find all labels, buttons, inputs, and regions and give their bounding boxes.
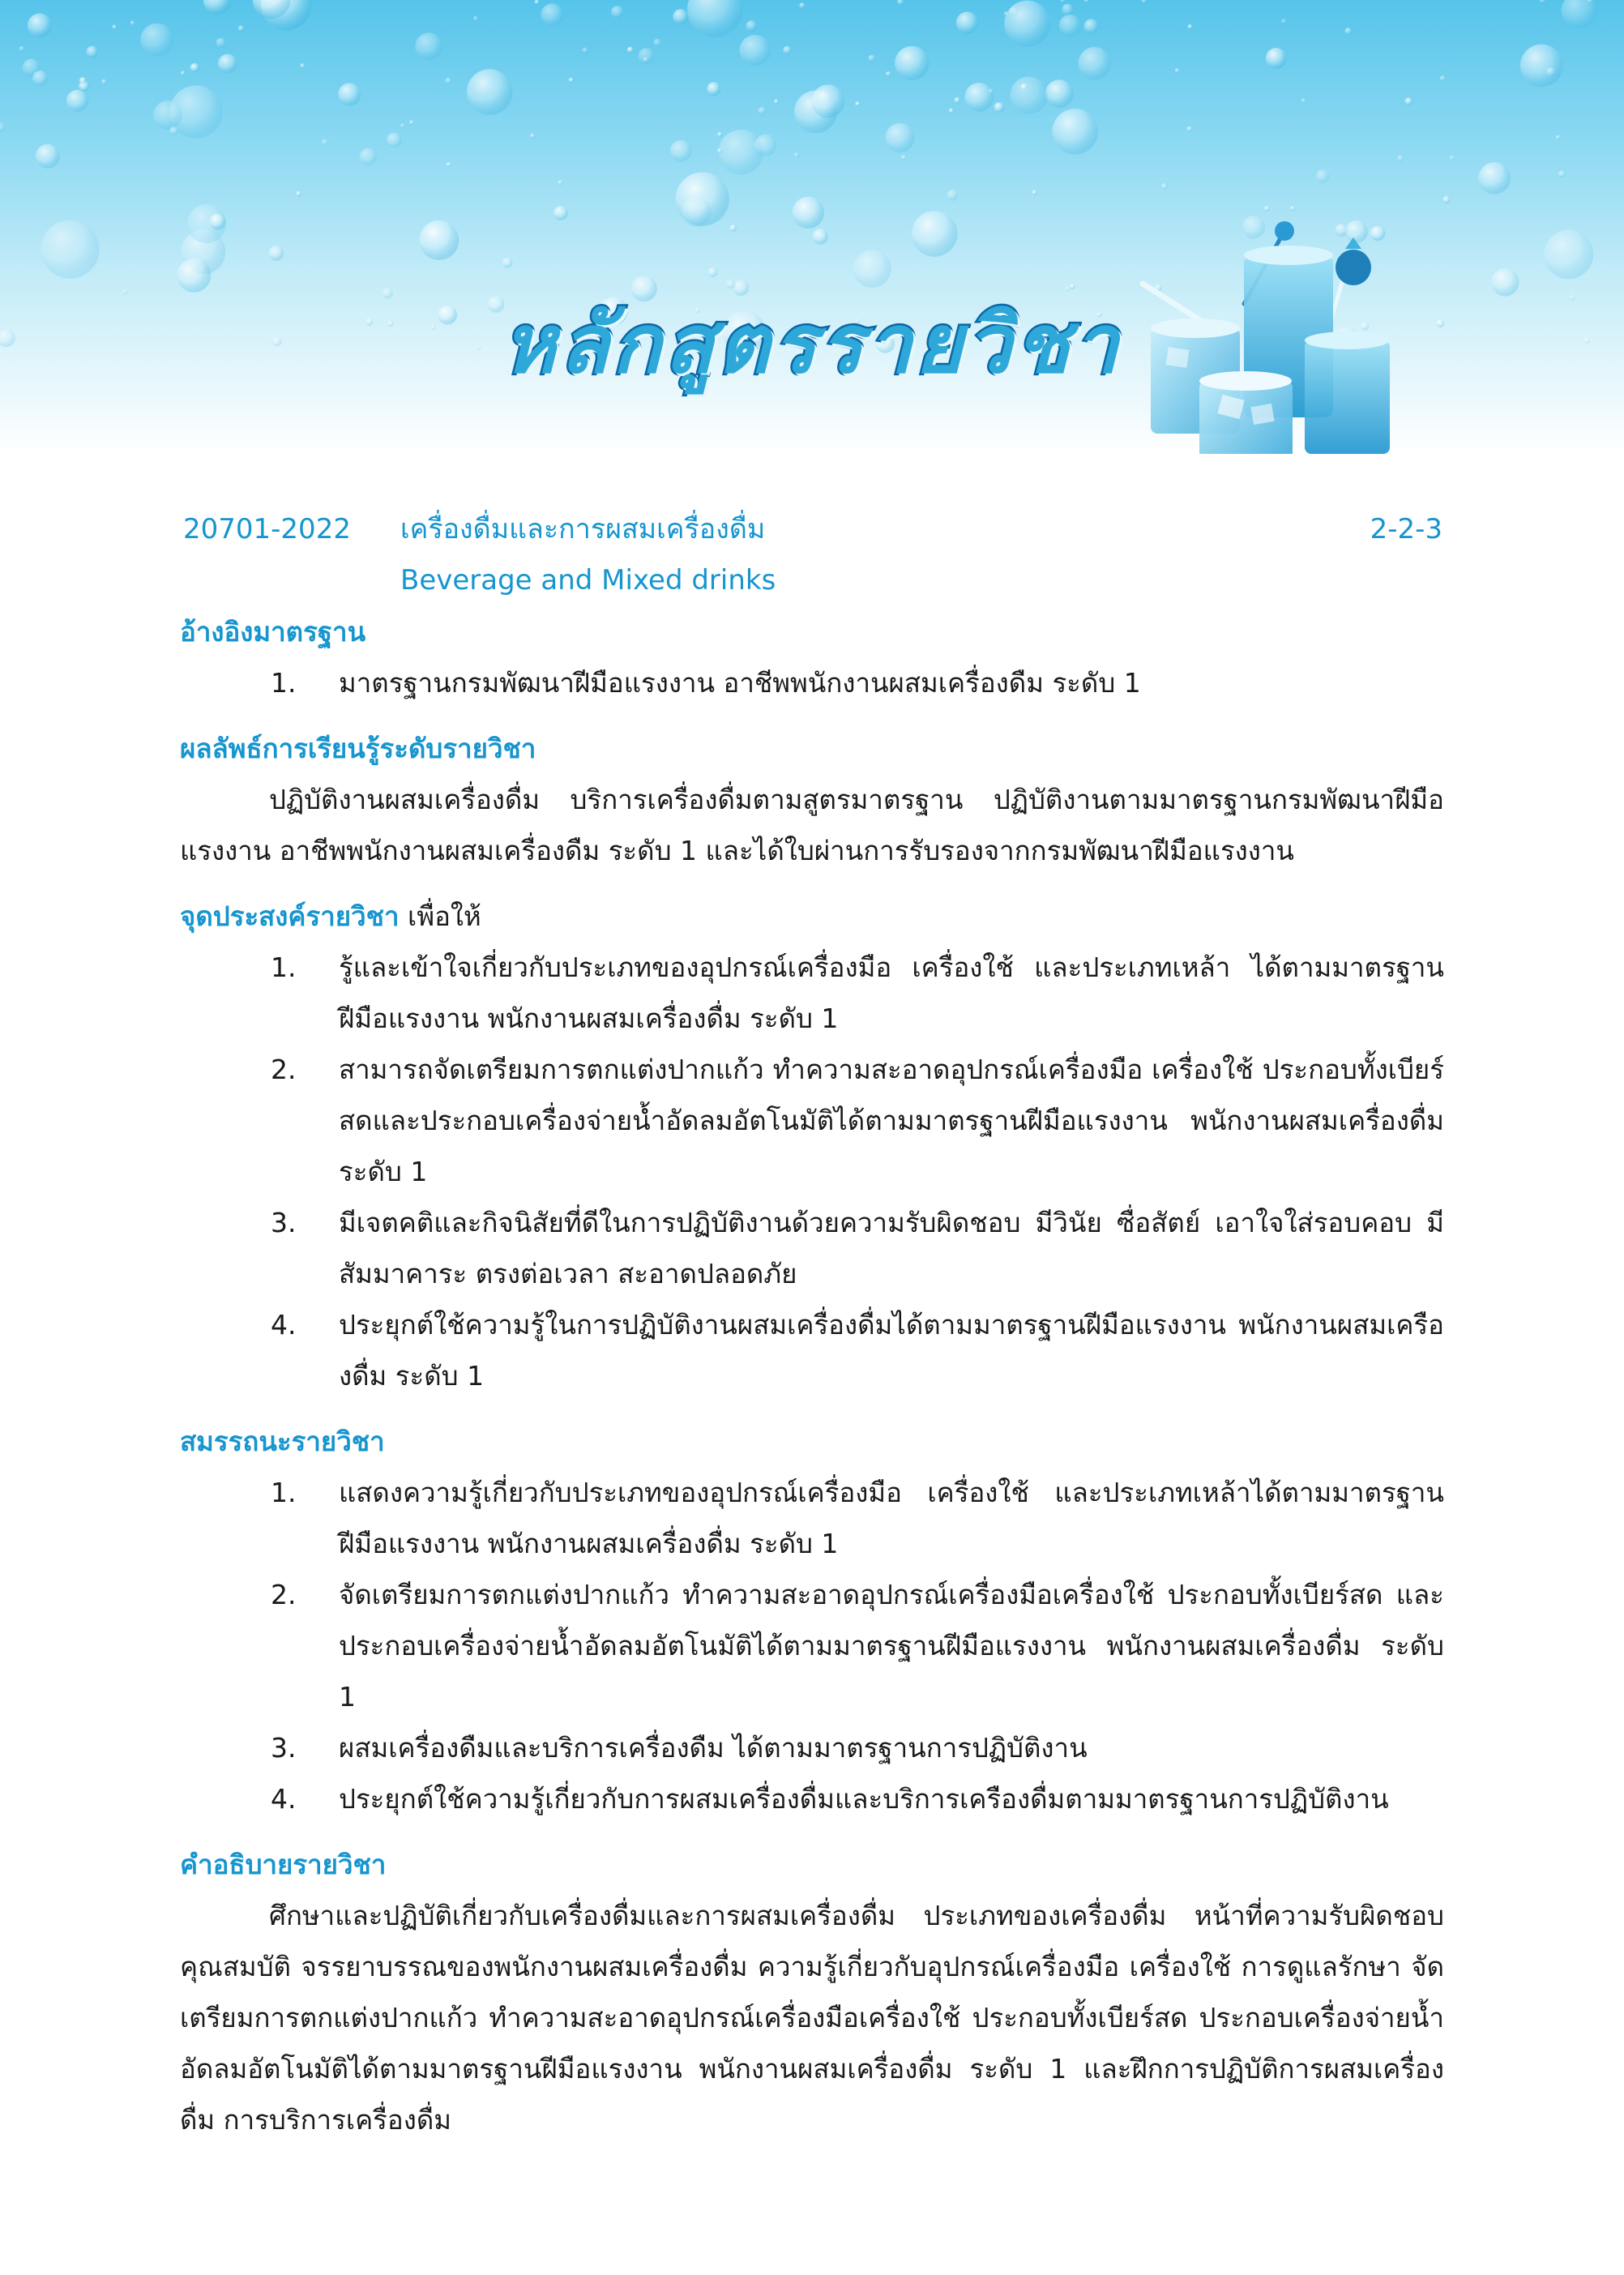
water-drop	[0, 122, 6, 133]
description-heading: คำอธิบายรายวิชา	[180, 1849, 387, 1880]
water-drop	[774, 99, 779, 104]
water-drop	[387, 133, 402, 148]
list-item	[180, 1197, 1444, 1299]
objectives-list	[180, 942, 1444, 1401]
water-drop	[502, 258, 513, 268]
list-number: 4.	[271, 1783, 297, 1815]
list-item	[180, 1044, 1444, 1197]
water-drop	[300, 63, 305, 68]
water-drop	[1301, 98, 1306, 103]
water-drop	[296, 191, 301, 197]
water-drop	[181, 71, 186, 75]
objectives-heading-suffix: เพื่อให้	[399, 900, 481, 932]
water-drop	[1558, 171, 1566, 178]
list-text: มีเจตคติและกิจนิสัยที่ดีในการปฏิบัติงานด้วยความรับผิดชอบ มีวินัย ซื่อสัตย์ เอาใจใส่รอบคอบ มีสัมมาคาระ ตรงต่อเวลา สะอาดปลอดภัย	[339, 1207, 1444, 1289]
competencies-list	[180, 1467, 1444, 1824]
water-drop	[140, 24, 173, 57]
list-item	[180, 1722, 1444, 1773]
water-drop	[19, 46, 24, 51]
water-drop	[639, 48, 655, 64]
water-drop	[895, 46, 929, 80]
water-drop	[238, 26, 244, 32]
list-text: รู้และเข้าใจเกี่ยวกับประเภทของอุปกรณ์เครื่องมือ เครื่องใช้ และประเภทเหล้า ได้ตามมาตรฐานฝีมือแรงงาน พนักงานผสมเครื่องดื่ม ระดับ 1	[339, 951, 1444, 1034]
water-drop	[467, 69, 513, 115]
water-drop	[886, 71, 891, 76]
competencies-heading: สมรรถนะรายวิชา	[180, 1426, 385, 1457]
water-drop	[210, 214, 226, 230]
water-drop	[1562, 0, 1597, 28]
water-drop	[190, 63, 199, 72]
water-drop	[1062, 4, 1073, 15]
outcomes-paragraph	[180, 774, 1444, 876]
course-document	[180, 504, 1444, 2145]
water-drop	[530, 134, 535, 139]
water-drop	[1052, 109, 1098, 155]
water-drop	[415, 32, 442, 60]
water-drop	[553, 206, 568, 220]
water-drop	[994, 102, 1005, 113]
water-drop	[1450, 156, 1455, 160]
water-drop	[1442, 196, 1450, 203]
water-drop	[885, 123, 914, 152]
water-drop	[203, 0, 231, 15]
water-drop	[627, 47, 634, 53]
water-drop	[1344, 28, 1352, 35]
water-drop	[1175, 68, 1180, 73]
water-drop	[759, 107, 767, 115]
list-text: ประยุกต์ใช้ความรู้ในการปฏิบัติงานผสมเครื่องดื่มได้ตามมาตรฐานฝีมือแรงงาน พนักงานผสมเครืองดื่ม ระดับ 1	[339, 1309, 1444, 1392]
course-name-english: Beverage and Mixed drinks	[400, 564, 776, 597]
list-item	[180, 942, 1444, 1044]
water-drop	[216, 38, 226, 48]
water-drop	[400, 123, 405, 128]
water-drop	[673, 9, 688, 24]
water-drop	[130, 20, 135, 25]
water-drop	[954, 97, 960, 104]
water-drop	[1266, 48, 1287, 69]
list-text: ประยุกต์ใช้ความรู้เกี่ยวกับการผสมเครื่องดื่มและบริการเครืองดื่มตามมาตรฐานการปฏิบัติงาน	[339, 1783, 1389, 1815]
water-drop	[1061, 0, 1066, 3]
course-code: 20701-2022	[183, 513, 351, 545]
list-text: แสดงความรู้เกี่ยวกับประเภทของอุปกรณ์เครื่องมือ เครื่องใช้ และประเภทเหล้าได้ตามมาตรฐานฝีมือแรงงาน พนักงานผสมเครื่องดื่ม ระดับ 1	[339, 1477, 1444, 1559]
description-paragraph	[180, 1890, 1444, 2145]
water-drop	[1142, 0, 1147, 3]
water-drop	[1011, 77, 1048, 114]
references-heading: อ้างอิงมาตรฐาน	[180, 616, 366, 648]
water-drop	[112, 25, 117, 30]
water-drop	[1045, 79, 1074, 108]
water-drop	[687, 0, 743, 37]
page-title: หลักสูตรรายวิชา	[502, 297, 1122, 391]
water-drop	[1316, 169, 1330, 183]
water-drop	[729, 225, 737, 232]
water-drop	[812, 229, 827, 244]
course-header-row	[180, 504, 1444, 555]
list-item	[180, 1773, 1444, 1824]
water-drop	[897, 0, 904, 5]
water-drop	[1186, 126, 1192, 132]
water-drop	[811, 84, 844, 118]
list-item	[180, 1299, 1444, 1401]
water-drop	[912, 211, 958, 257]
water-drop	[473, 16, 478, 21]
list-text: จัดเตรียมการตกแต่งปากแก้ว ทำความสะอาดอุปกรณ์เครื่องมือเครื่องใช้ ประกอบทั้งเบียร์สด และประกอบเครื่องจ่ายน้ำอัดลมอัตโนมัติได้ตามมาตรฐานฝีมือแรงงาน พนักงานผสมเครื่องดื่ม ระดับ 1	[339, 1579, 1444, 1713]
water-drop	[1161, 183, 1167, 189]
water-drop	[338, 83, 361, 106]
water-drop	[79, 77, 87, 84]
water-drop	[1079, 47, 1111, 79]
water-drop	[1084, 0, 1090, 2]
water-drop	[583, 48, 588, 53]
water-drop	[1520, 45, 1563, 88]
water-drop	[558, 180, 563, 185]
water-drop	[360, 148, 378, 166]
water-drop	[793, 197, 824, 229]
list-number: 1.	[271, 951, 297, 983]
water-drop	[445, 78, 451, 84]
water-drop	[794, 152, 799, 157]
water-drop	[1544, 230, 1593, 280]
list-text: สามารถจัดเตรียมการตกแต่งปากแก้ว ทำความสะอาดอุปกรณ์เครื่องมือ เครื่องใช้ ประกอบทั้งเบียร์สดและประกอบเครื่องจ่ายน้ำอัดลมอัตโนมัติได้ตามมาตรฐานฝีมือแรงงาน พนักงานผสมเครื่องดื่ม ระดับ 1	[339, 1054, 1444, 1187]
water-drop	[28, 14, 52, 38]
water-drop	[419, 220, 459, 260]
water-drop	[1188, 24, 1193, 29]
water-drop	[41, 220, 99, 279]
outcomes-text: ปฏิบัติงานผสมเครื่องดื่ม บริการเครื่องดื่มตามสูตรมาตรฐาน ปฏิบัติงานตามมาตรฐานกรมพัฒนาฝีมือแรงงาน อาชีพพนักงานผสมเครื่องดืม ระดับ 1 และได้ใบผ่านการรับรองจากกรมพัฒนาฝีมือแรงงาน	[180, 784, 1444, 866]
water-drop	[1084, 19, 1099, 34]
course-credit: 2-2-3	[1370, 513, 1442, 545]
water-drop	[101, 79, 107, 85]
water-drop	[964, 83, 994, 112]
list-number: 2.	[271, 1054, 297, 1085]
water-drop	[66, 90, 88, 112]
water-drop	[1397, 156, 1404, 162]
water-drop	[707, 82, 720, 96]
header-banner	[0, 0, 1624, 454]
water-drop	[447, 162, 451, 167]
water-drop	[153, 100, 182, 130]
water-drop	[268, 246, 284, 261]
water-drop	[1004, 1, 1050, 47]
water-drop	[901, 155, 906, 160]
water-drop	[569, 78, 574, 83]
list-text: มาตรฐานกรมพัฒนาฝีมือแรงงาน อาชีพพนักงานผสมเครื่องดืม ระดับ 1	[339, 667, 1141, 699]
water-drop	[719, 130, 764, 175]
water-drop	[32, 71, 48, 86]
water-drop	[783, 46, 791, 54]
list-item	[180, 657, 1444, 708]
list-item	[180, 1569, 1444, 1722]
water-drop	[1032, 190, 1036, 195]
water-drop	[740, 35, 771, 66]
list-item	[180, 1467, 1444, 1569]
water-drop	[746, 20, 758, 32]
list-number: 3.	[271, 1207, 297, 1238]
water-drop	[947, 190, 958, 201]
water-drop	[87, 46, 98, 58]
water-drop	[1059, 15, 1081, 36]
water-drop	[989, 89, 994, 94]
outcomes-heading: ผลลัพธ์การเรียนรู้ระดับรายวิชา	[180, 733, 536, 764]
cocktail-glasses-illustration	[1110, 207, 1418, 454]
water-drop	[1540, 0, 1546, 3]
objectives-heading-label: จุดประสงค์รายวิชา	[180, 900, 400, 932]
course-name-thai: เครื่องดื่มและการผสมเครื่องดื่ม	[400, 513, 766, 545]
objectives-heading	[180, 891, 1444, 942]
description-text: ศึกษาและปฏิบัติเกี่ยวกับเครื่องดื่มและการผสมเครื่องดื่ม ประเภทของเครื่องดื่ม หน้าที่ความรับผิดชอบ คุณสมบัติ จรรยาบรรณของพนักงานผสมเครื่องดื่ม ความรู้เกี่ยวกับอุปกรณ์เครื่องมือ เครื่องใช้ การดูแลรักษา จัดเตรียมการตกแต่งปากแก้ว ทำความสะอาดอุปกรณ์เครื่องมือเครื่องใช้ ประกอบทั้งเบียร์สด ประกอบเครื่องจ่ายน้ำอัดลมอัตโนมัติได้ตามมาตรฐานฝีมือแรงงาน พนักงานผสมเครื่องดื่ม ระดับ 1 และฝึกการปฏิบัติการผสมเครื่องดื่ม การบริการเครื่องดื่ม	[180, 1900, 1444, 2136]
water-drop	[1281, 19, 1286, 24]
list-number: 1.	[271, 667, 297, 699]
list-number: 1.	[271, 1477, 297, 1508]
list-number: 2.	[271, 1579, 297, 1610]
water-drop	[218, 54, 237, 74]
water-drop	[1440, 75, 1446, 81]
water-drop	[541, 3, 563, 26]
water-drop	[799, 2, 805, 8]
water-drop	[949, 109, 954, 113]
water-drop	[956, 11, 979, 34]
water-drop	[717, 132, 722, 137]
water-drop	[707, 267, 717, 277]
references-list	[180, 657, 1444, 708]
water-drop	[535, 0, 540, 5]
water-drop	[868, 55, 875, 62]
water-drop	[754, 135, 776, 156]
water-drop	[409, 120, 414, 125]
water-drop	[670, 140, 692, 162]
list-number: 4.	[271, 1309, 297, 1341]
list-number: 3.	[271, 1732, 297, 1764]
water-drop	[1556, 135, 1561, 140]
water-drop	[717, 148, 722, 153]
water-drop	[653, 39, 661, 47]
water-drop	[322, 139, 328, 146]
list-text: ผสมเครื่องดืมและบริการเครื่องดืม ได้ตามมาตรฐานการปฏิบัติงาน	[339, 1732, 1088, 1764]
water-drop	[1405, 97, 1413, 105]
water-drop	[1478, 162, 1511, 195]
water-drop	[855, 101, 860, 106]
water-drop	[611, 6, 624, 19]
water-drop	[36, 144, 60, 169]
water-drop	[682, 197, 712, 227]
